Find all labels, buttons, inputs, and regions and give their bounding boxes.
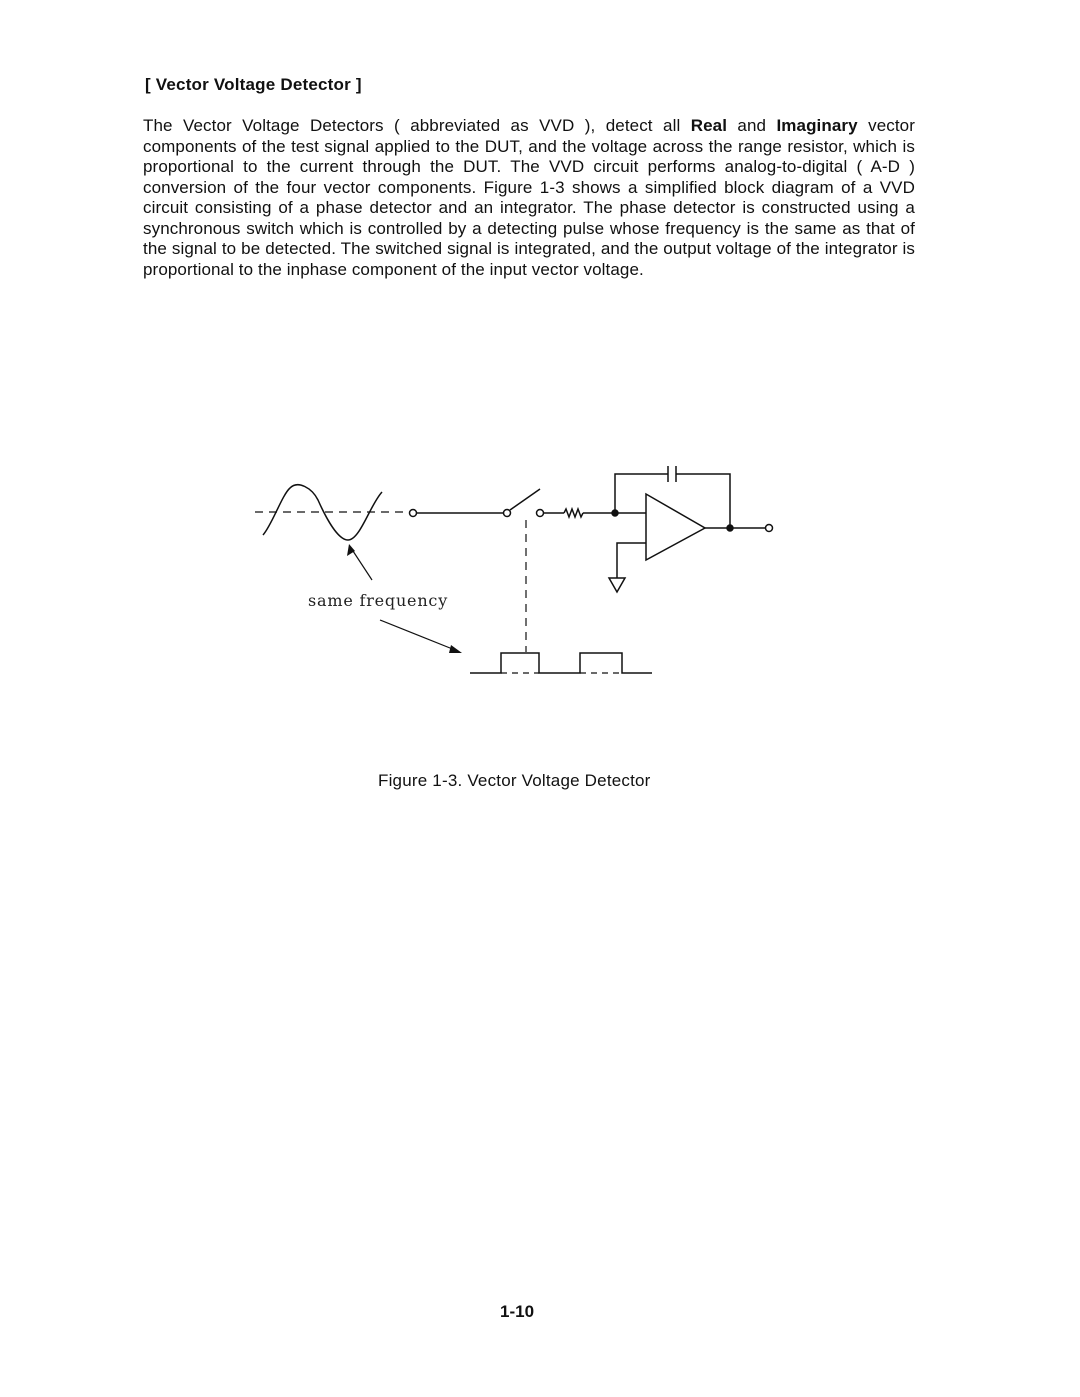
ground-symbol [609,578,625,592]
paragraph-text-3: vector components of the test signal applied to the DUT, and the voltage across the range resistor, which is proportional to the current through the DUT. The VVD circuit performs analog-to-digital ( A-D ) conversion of the four vector components. Figure 1-3 shows a simplified block diagram of a VVD circuit consisting of a phase detector and an integrator. The phase detector is constructed using a synchronous switch which is controlled by a detecting pulse whose frequency is the same as that of the signal to be detected. The switched signal is integrated, and the output voltage of the integrator is proportional to the inphase component of the input vector voltage. [143,116,915,279]
page-number: 1-10 [500,1302,535,1321]
input-terminal [410,510,417,517]
section-heading: [ Vector Voltage Detector ] [145,75,362,94]
switch-contact-right [537,510,544,517]
feedback-wire-right [676,474,730,528]
op-amp [646,494,705,560]
ground-wire [617,543,646,578]
imaginary-term: Imaginary [776,116,858,135]
output-terminal [766,525,773,532]
switch-blade [510,489,540,510]
pulse-train [470,653,652,673]
resistor [564,509,583,517]
arrow-to-sine [351,548,372,580]
switch-contact-left [504,510,511,517]
figure-caption: Figure 1-3. Vector Voltage Detector [378,771,651,790]
arrow-to-pulse [380,620,455,650]
paragraph-text-2: and [727,116,777,135]
sine-wave [263,485,382,540]
feedback-wire-left [615,474,668,513]
annotation-same-frequency: same frequency [308,591,449,610]
arrowhead-pulse [449,645,462,653]
arrowhead-sine [347,544,355,556]
paragraph-text-1: The Vector Voltage Detectors ( abbreviated as VVD ), detect all [143,116,691,135]
real-term: Real [690,116,728,135]
output-junction [727,525,733,531]
